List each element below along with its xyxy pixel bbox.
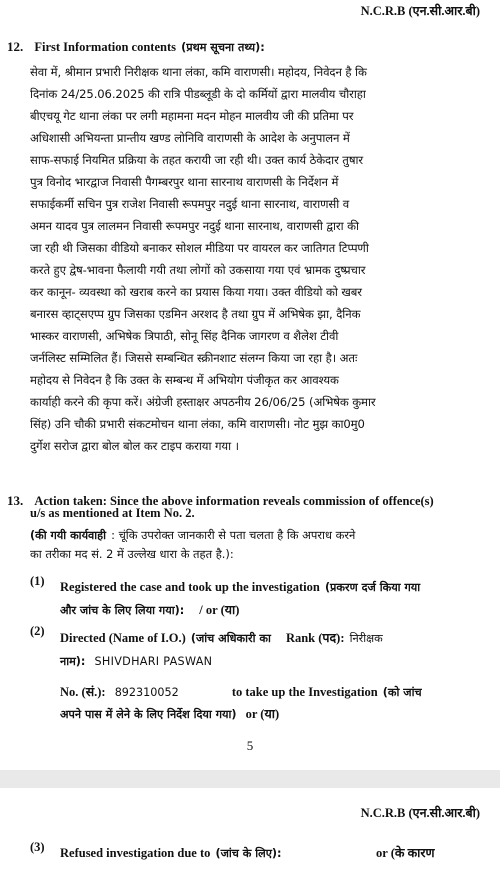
body-line: करते हुए द्वेष-भावना फैलायी गयी तथा लोगों को उकसाया गया एवं भ्रामक दुष्प्रचार (30, 263, 366, 277)
item-1-number: (1) (30, 574, 45, 588)
item-1-text-hi-2: और जांच के लिए लिया गया): (60, 604, 185, 617)
item-2-number: (2) (30, 624, 45, 638)
body-line: सेवा में, श्रीमान प्रभारी निरीक्षक थाना लंका, कमि वाराणसी। महोदय, निवेदन है कि (30, 65, 367, 79)
body-line: दुर्गेश सरोज द्वारा बोल बोल कर टाइप कराया गया । (30, 439, 239, 453)
section-13-title-hi-line-1 (30, 524, 355, 543)
item-2-take-up-hi-2: अपने पास में लेने के लिए निर्देश दिया गया) (60, 708, 237, 721)
item-3-text-hi: (जांच के लिए): (215, 847, 282, 860)
item-3-text-en: Refused investigation due to (60, 846, 211, 860)
ncrb-header: N.C.R.B (एन.सी.आर.बी) (360, 4, 480, 18)
body-line: पुत्र विनोद भारद्वाज निवासी पैगम्बरपुर थाना सारनाथ वाराणसी के निर्देशन में (30, 175, 339, 189)
body-line: बीएचयू गेट थाना लंका पर लगी महामना मदन मोहन मालवीय जी की प्रतिमा पर (30, 109, 354, 123)
body-line: दिनांक 24/25.06.2025 की रात्रि पीडब्लूडी के दो कर्मियों द्वारा मालवीय चौराहा (30, 87, 366, 101)
body-line: भास्कर वाराणसी, अभिषेक त्रिपाठी, सोनू सिंह दैनिक जागरण व शैलेश टीवी (30, 329, 339, 343)
section-13-number: 13. (7, 493, 24, 508)
section-12-number: 12. (7, 39, 24, 54)
section-13-title-hi-rest: : चूंकि उपरोक्त जानकारी से पता चलता है कि अपराध करने (111, 528, 356, 542)
section-12-heading (7, 36, 265, 55)
item-2-label-hi-2: नाम): (60, 655, 86, 668)
page-number: 5 (246, 738, 254, 753)
item-2-or: or (या) (245, 707, 280, 721)
body-line: सिंह) उनि चौकी प्रभारी संकटमोचन थाना लंका, कमि वाराणसी। नोट मुझ का0मु0 (30, 417, 365, 431)
section-12-title-en: First Information contents (34, 40, 176, 54)
body-line: कर कानून- व्यवस्था को खराब करने का प्रयास किया गया। उक्त वीडियो को खबर (30, 285, 362, 299)
item-2-label-en: Directed (Name of I.O.) (60, 631, 186, 645)
item-2-rank-label: Rank (पद): (285, 631, 345, 645)
item-2-rank-value: निरीक्षक (349, 632, 383, 645)
item-2-label-hi-1: (जांच अधिकारी का (190, 632, 271, 645)
item-1-tail: / or (या) (199, 603, 240, 617)
item-3-or-text: or (के कारण (376, 846, 435, 860)
item-1-text-hi-1: (प्रकरण दर्ज किया गया (324, 581, 421, 594)
item-2-take-up-hi-1: (को जांच (382, 686, 422, 699)
item-3-line-1 (60, 842, 282, 861)
section-13-title-en-2: u/s as mentioned at Item No. 2. (30, 506, 195, 520)
io-number-value: 892310052 (114, 686, 179, 699)
item-2-no-label: No. (सं.): (60, 685, 106, 699)
item-3-number: (3) (30, 840, 45, 854)
item-2-take-up-en: to take up the Investigation (231, 685, 378, 699)
body-line: अमन यादव पुत्र लालमन निवासी रूपमपुर नदुई थाना सारनाथ, वाराणसी द्वारा की (30, 219, 359, 233)
body-line: साफ-सफाई नियमित प्रक्रिया के तहत करायी जा रही थी। उक्त कार्य ठेकेदार तुषार (30, 153, 364, 167)
body-line: महोदय से निवेदन है कि उक्त के सम्बन्ध में अभियोग पंजीकृत कर आवश्यक (30, 373, 339, 387)
section-12-title-hi: (प्रथम सूचना तथ्य): (181, 41, 265, 54)
item-2-line-3 (60, 681, 422, 700)
body-line: जा रही थी जिसका वीडियो बनाकर सोशल मीडिया पर वायरल कर जातिगत टिप्पणी (30, 241, 369, 255)
item-1-line-1 (60, 576, 420, 595)
ncrb-header-page-2: N.C.R.B (एन.सी.आर.बी) (360, 806, 480, 820)
io-name-value: SHIVDHARI PASWAN (94, 655, 213, 668)
section-13-title-hi-line-2: का तरीका मद सं. 2 में उल्लेख धारा के तहत है.): (30, 547, 234, 561)
body-line: बनारस व्हाट्सएप्प ग्रुप जिसका एडमिन अरशद है तथा ग्रुप में अभिषेक झा, दैनिक (30, 307, 361, 321)
item-1-line-2 (60, 599, 239, 618)
section-13-title-hi-bold: (की गयी कार्यवाही (30, 529, 107, 542)
item-3-or (376, 842, 435, 861)
item-2-line-4 (60, 703, 279, 722)
body-line: सफाईकर्मी सचिन पुत्र राजेश निवासी रूपमपुर नदुई थाना सारनाथ, वाराणसी व (30, 197, 350, 211)
page-break (0, 770, 500, 788)
item-2-line-2 (60, 650, 212, 669)
item-1-text-en: Registered the case and took up the investigation (60, 580, 320, 594)
body-line: कार्याही करने की कृपा करें। अंग्रेजी हस्ताक्षर अपठनीय 26/06/25 (अभिषेक कुमार (30, 395, 376, 409)
body-line: अधिशासी अभियन्ता प्रान्तीय खण्ड लोनिवि वाराणसी के आदेश के अनुपालन में (30, 131, 350, 145)
section-13-title-en-1: Action taken: Since the above information reveals commission of offence(s) (34, 494, 434, 508)
item-2-line-1 (60, 627, 383, 646)
body-line: जर्नलिस्ट सम्मिलित हैं। जिससे सम्बन्धित स्क्रीनशाट संलग्न किया जा रहा है। अतः (30, 351, 358, 365)
